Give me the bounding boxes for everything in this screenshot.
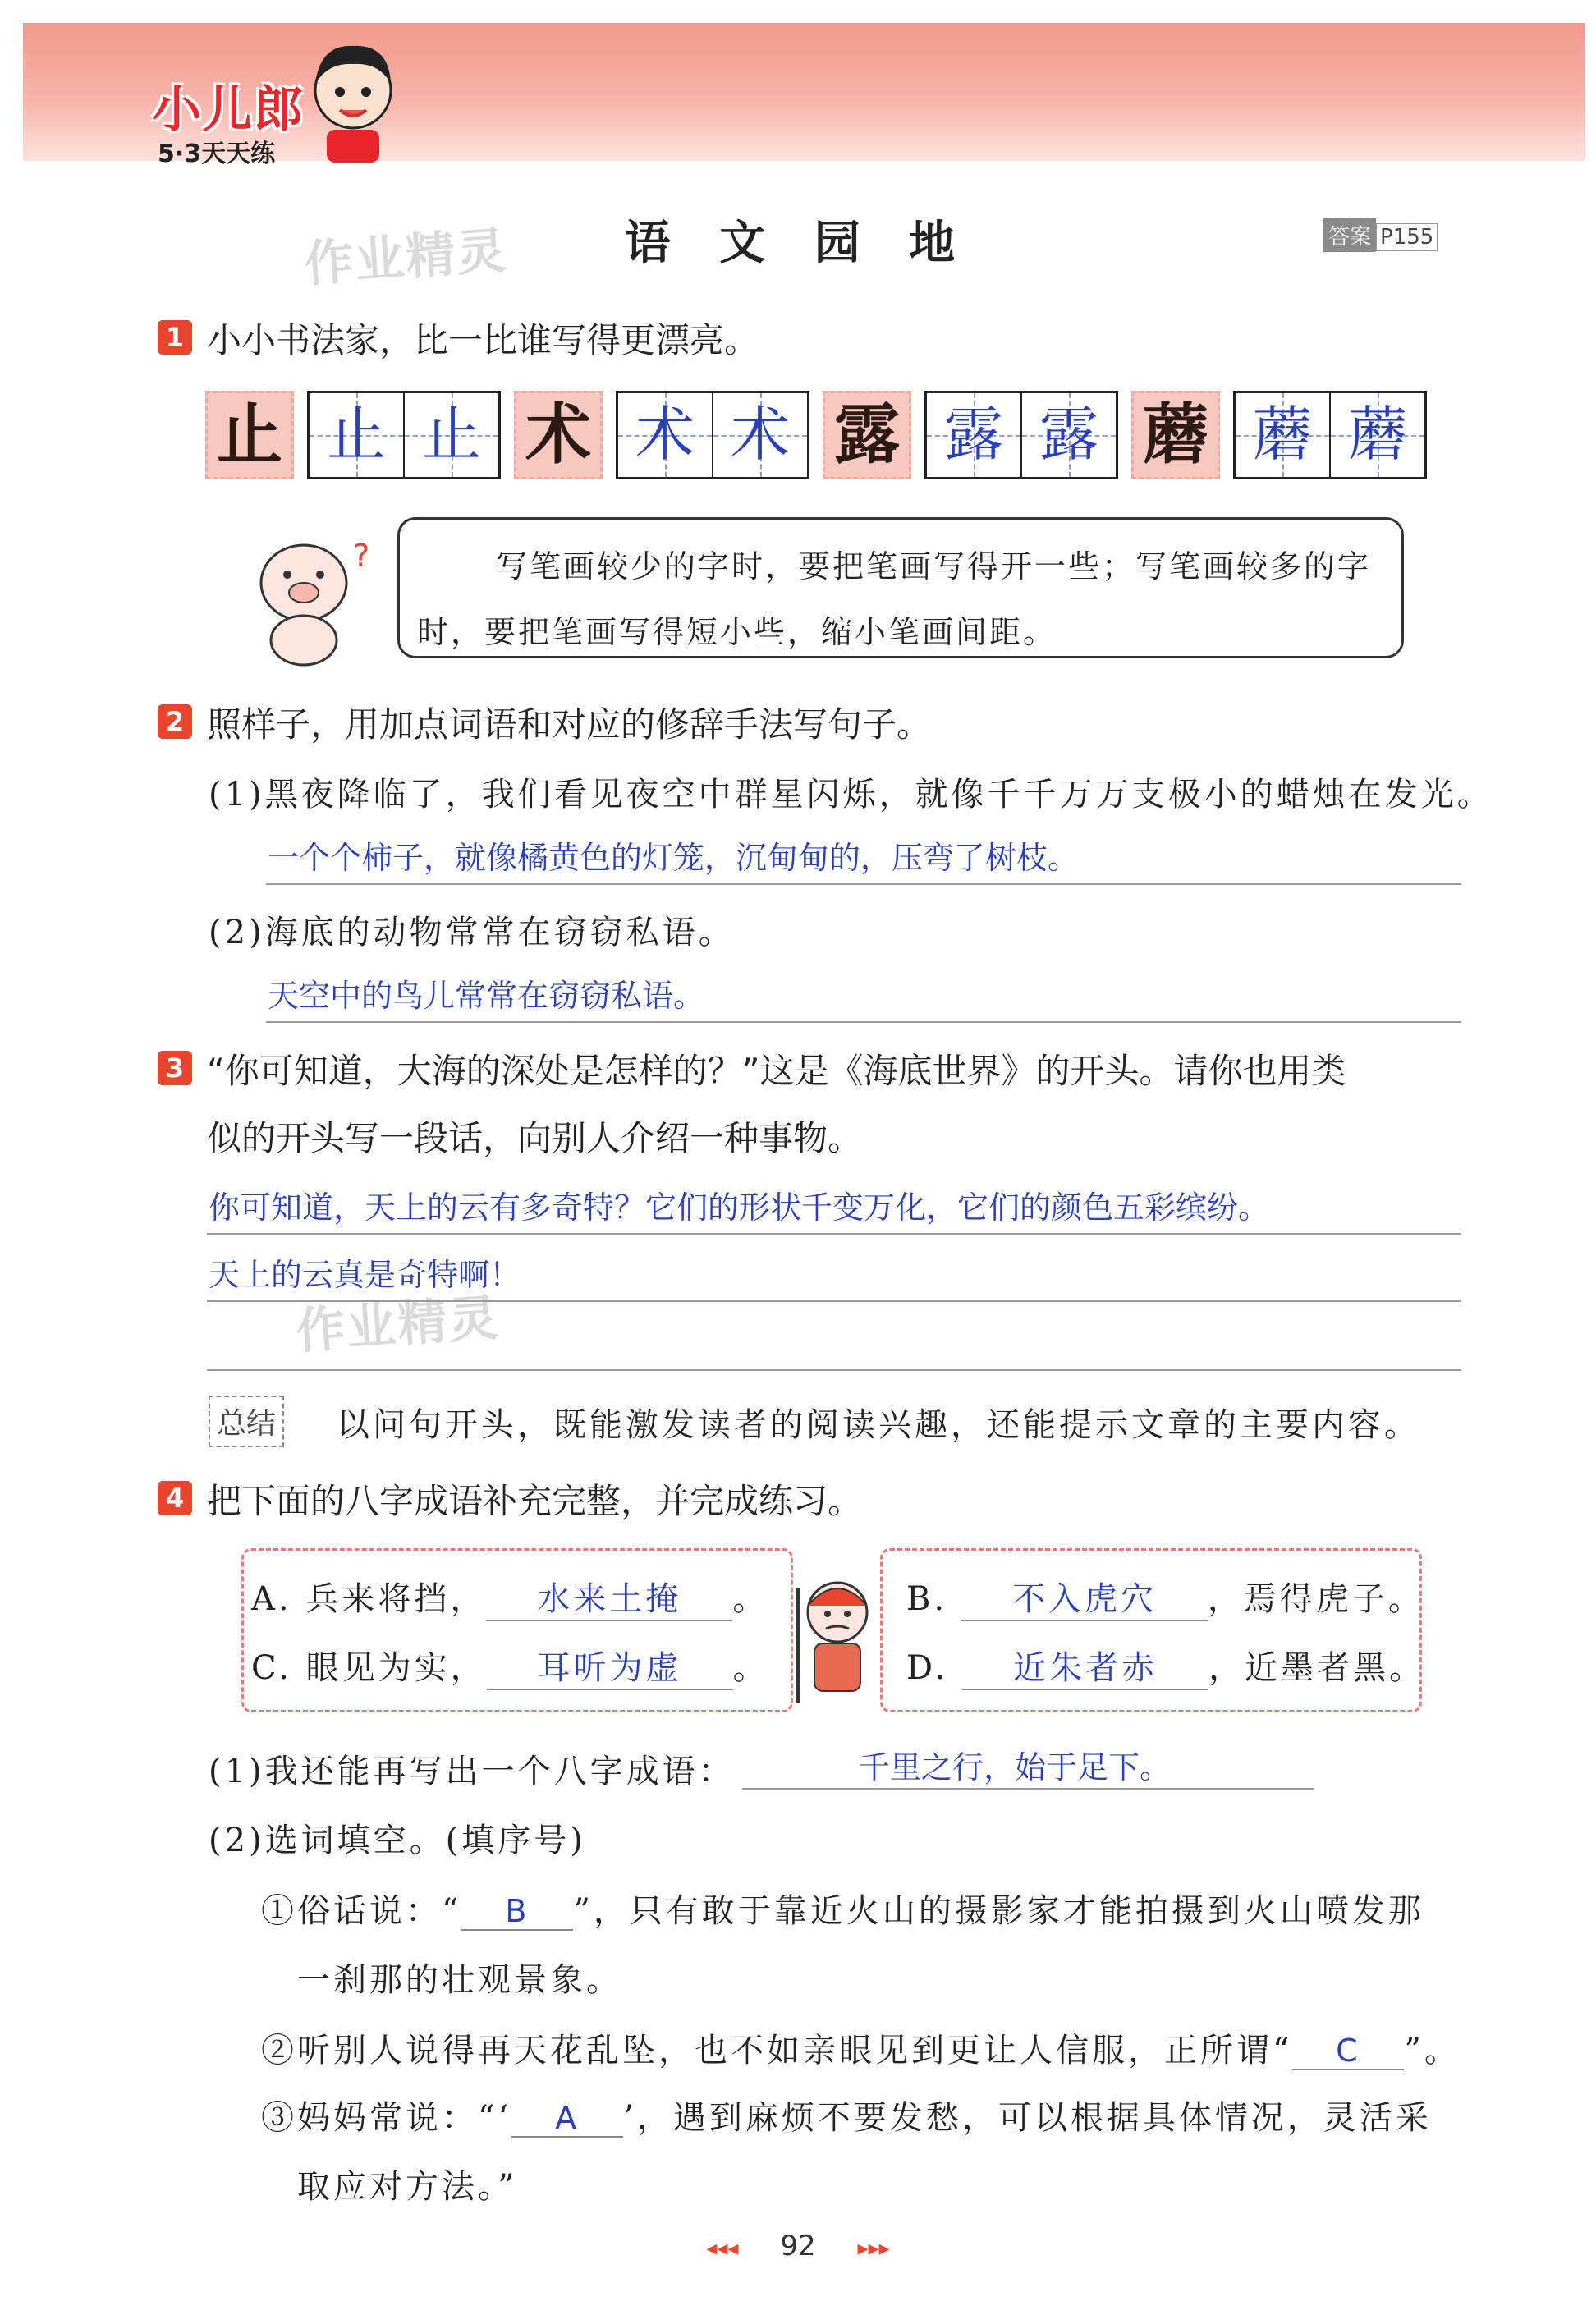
question-number: 4 — [158, 1481, 192, 1515]
writing-cell[interactable]: 术 — [618, 393, 712, 477]
fill-item-3: ③妈妈常说：“‘ A ’，遇到麻烦不要发愁，可以根据具体情况，灵活采 — [261, 2099, 1432, 2137]
answer-line[interactable] — [266, 826, 1461, 885]
fill-item-2: ②听别人说得再天花乱坠，也不如亲眼见到更让人信服，正所谓“ C ”。 — [261, 2032, 1461, 2070]
answer-text: 你可知道，天上的云有多奇特？它们的形状千变万化，它们的颜色五彩缤纷。 — [209, 1189, 1270, 1226]
idiom-blank[interactable]: 水来土掩 — [486, 1573, 732, 1621]
model-character: 露 — [823, 391, 911, 479]
question-prompt: “你可知道，大海的深处是怎样的？”这是《海底世界》的开头。请你也用类 — [207, 1051, 1346, 1091]
question-number: 1 — [158, 320, 192, 355]
fill-item-3-cont: 取应对方法。” — [297, 2168, 518, 2206]
answer-line[interactable] — [207, 1176, 1461, 1235]
watermark: 作业精灵 — [302, 222, 510, 294]
writing-cell[interactable]: 蘑 — [1329, 393, 1424, 477]
idiom-blank[interactable]: 近朱者赤 — [962, 1642, 1208, 1690]
idiom-blank[interactable]: 不入虎穴 — [961, 1573, 1208, 1621]
answer-text: 千里之行，始于足下。 — [859, 1749, 1172, 1785]
warrior-mascot-icon — [787, 1563, 885, 1711]
idiom-a: A. 兵来将挡， 水来土掩 。 — [251, 1573, 768, 1621]
question-prompt: 似的开头写一段话，向别人介绍一种事物。 — [207, 1118, 863, 1158]
answer-text: 一个个柿子，就像橘黄色的灯笼，沉甸甸的，压弯了树枝。 — [268, 840, 1080, 876]
writing-cell[interactable]: 术 — [712, 393, 807, 477]
answer-line[interactable] — [207, 1312, 1461, 1371]
page-title: 语 文 园 地 — [624, 217, 972, 270]
writing-cell[interactable]: 露 — [1020, 393, 1116, 477]
logo-title: 小儿郎 — [152, 81, 305, 139]
summary-text: 以问句开头，既能激发读者的阅读兴趣，还能提示文章的主要内容。 — [337, 1406, 1420, 1444]
next-arrows-icon: ▸▸▸ — [857, 2236, 890, 2261]
fill-blank[interactable]: C — [1292, 2033, 1404, 2070]
writing-grid[interactable] — [1233, 391, 1427, 479]
model-character: 术 — [514, 391, 603, 479]
model-character: 蘑 — [1131, 391, 1220, 479]
example-sentence: (2)海底的动物常常在窃窃私语。 — [209, 914, 735, 951]
answer-reference — [1323, 218, 1438, 252]
question-number: 2 — [158, 704, 192, 739]
watermark: 作业精灵 — [294, 1289, 502, 1361]
idiom-c: C. 眼见为实， 耳听为虚 。 — [251, 1642, 769, 1690]
answer-page: P155 — [1376, 223, 1438, 251]
writing-cell[interactable]: 蘑 — [1236, 393, 1329, 477]
fill-item-1: ①俗话说：“ B ”，只有敢于靠近火山的摄影家才能拍摄到火山喷发那 — [261, 1892, 1424, 1930]
question-prompt: 小小书法家，比一比谁写得更漂亮。 — [207, 320, 759, 360]
example-sentence: (1)黑夜降临了，我们看见夜空中群星闪烁，就像千千万万支极小的蜡烛在发光。 — [209, 776, 1493, 814]
answer-line[interactable] — [266, 964, 1461, 1023]
boy-mascot-icon — [304, 33, 402, 164]
logo-subtitle: 5·3天天练 — [158, 140, 276, 168]
writing-grid[interactable] — [616, 391, 809, 479]
sub-question-2: (2)选词填空。(填序号) — [209, 1822, 586, 1859]
fill-blank[interactable]: A — [511, 2100, 623, 2138]
question-prompt: 照样子，用加点词语和对应的修辞手法写句子。 — [207, 704, 932, 745]
tip-text: 写笔画较少的字时，要把笔画写得开一些；写笔画较多的字时，要把笔画写得短小些，缩小笔画间距。 — [417, 548, 1372, 650]
page-number: 92 — [780, 2230, 816, 2262]
summary-tag: 总结 — [209, 1396, 284, 1447]
calligraphy-row — [205, 391, 1427, 479]
writing-grid[interactable] — [924, 391, 1118, 479]
answer-line[interactable] — [742, 1739, 1314, 1790]
pig-mascot-icon — [238, 525, 386, 673]
answer-text: 天上的云真是奇特啊！ — [209, 1257, 521, 1293]
writing-grid[interactable] — [307, 391, 501, 479]
prev-arrows-icon: ◂◂◂ — [706, 2236, 739, 2261]
fill-item-1-cont: 一刹那的壮观景象。 — [297, 1961, 622, 1999]
sub-question-1: (1)我还能再写出一个八字成语： — [209, 1753, 735, 1790]
writing-cell[interactable]: 露 — [927, 393, 1020, 477]
model-character: 止 — [205, 391, 294, 479]
question-prompt: 把下面的八字成语补充完整，并完成练习。 — [207, 1481, 863, 1521]
writing-cell[interactable]: 止 — [310, 393, 403, 477]
idiom-blank[interactable]: 耳听为虚 — [487, 1642, 733, 1690]
answer-tag: 答案 — [1323, 218, 1376, 252]
answer-text: 天空中的鸟儿常常在窃窃私语。 — [268, 978, 705, 1014]
writing-cell[interactable]: 止 — [403, 393, 498, 477]
page-footer — [0, 2230, 1596, 2262]
idiom-b: B. 不入虎穴 ，焉得虎子。 — [906, 1573, 1424, 1621]
idiom-d: D. 近朱者赤 ，近墨者黑。 — [906, 1642, 1425, 1690]
question-number: 3 — [158, 1051, 192, 1085]
fill-blank[interactable]: B — [461, 1893, 573, 1931]
svg-text:?: ? — [353, 538, 370, 574]
